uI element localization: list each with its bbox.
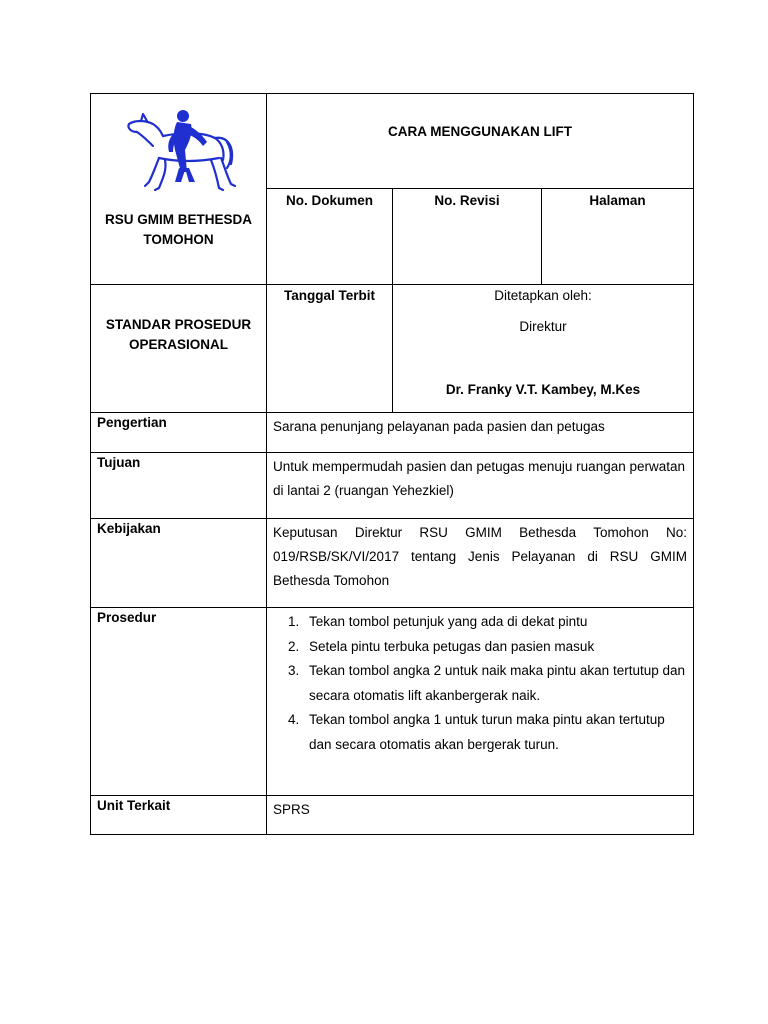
unit-terkait-label: Unit Terkait (91, 796, 267, 835)
org-header-cell (91, 94, 267, 285)
row-unit-terkait (91, 796, 694, 835)
prosedur-step: 1. Tekan tombol petunjuk yang ada di dekat pintu (303, 610, 687, 635)
prosedur-step: 3. Tekan tombol angka 2 untuk naik maka pintu akan tertutup dan secara otomatis lift akanbergerak naik. (303, 659, 687, 708)
document-title (267, 94, 694, 189)
sop-label-line2: OPERASIONAL (128, 337, 228, 352)
tanggal-terbit-cell (267, 285, 393, 413)
unit-terkait-text: SPRS (267, 796, 694, 835)
pengertian-label: Pengertian (91, 413, 267, 453)
no-revisi-label: No. Revisi (434, 192, 500, 208)
sop-table (90, 93, 694, 835)
halaman-cell (542, 188, 694, 284)
org-name-line2: TOMOHON (143, 232, 214, 247)
ditetapkan-oleh-label: Ditetapkan oleh: (494, 288, 592, 303)
no-dokumen-cell (267, 188, 393, 284)
halaman-label: Halaman (589, 192, 646, 208)
no-revisi-cell (393, 188, 542, 284)
ditetapkan-cell (393, 285, 694, 413)
sop-label (91, 315, 266, 355)
prosedur-step: 2. Setela pintu terbuka petugas dan pasien masuk (303, 635, 687, 660)
row-pengertian (91, 413, 694, 453)
row-tujuan (91, 453, 694, 519)
tujuan-label: Tujuan (91, 453, 267, 519)
penandatangan-name: Dr. Franky V.T. Kambey, M.Kes (445, 382, 641, 397)
jabatan-label: Direktur (519, 319, 567, 334)
prosedur-steps-list (273, 610, 687, 757)
prosedur-label: Prosedur (91, 608, 267, 796)
row-kebijakan (91, 519, 694, 608)
no-dokumen-label: No. Dokumen (285, 192, 373, 208)
org-name-line1: RSU GMIM BETHESDA (104, 212, 252, 227)
tujuan-text: Untuk mempermudah pasien dan petugas menuju ruangan perwatan di lantai 2 (ruangan Yehezkiel) (267, 453, 694, 519)
document-title-text: CARA MENGGUNAKAN LIFT (388, 124, 572, 139)
organization-name (91, 210, 266, 250)
kebijakan-label: Kebijakan (91, 519, 267, 608)
prosedur-content (267, 608, 694, 796)
row-prosedur (91, 608, 694, 796)
tanggal-terbit-label: Tanggal Terbit (284, 288, 375, 303)
pengertian-text: Sarana penunjang pelayanan pada pasien dan petugas (267, 413, 694, 453)
sop-label-line1: STANDAR PROSEDUR (105, 317, 252, 332)
sop-label-cell (91, 285, 267, 413)
horse-rider-logo-icon (123, 102, 243, 197)
kebijakan-text: Keputusan Direktur RSU GMIM Bethesda Tomohon No: 019/RSB/SK/VI/2017 tentang Jenis Pelayanan di RSU GMIM Bethesda Tomohon (267, 519, 694, 608)
prosedur-step: 4. Tekan tombol angka 1 untuk turun maka pintu akan tertutup dan secara otomatis akan bergerak turun. (303, 708, 687, 757)
